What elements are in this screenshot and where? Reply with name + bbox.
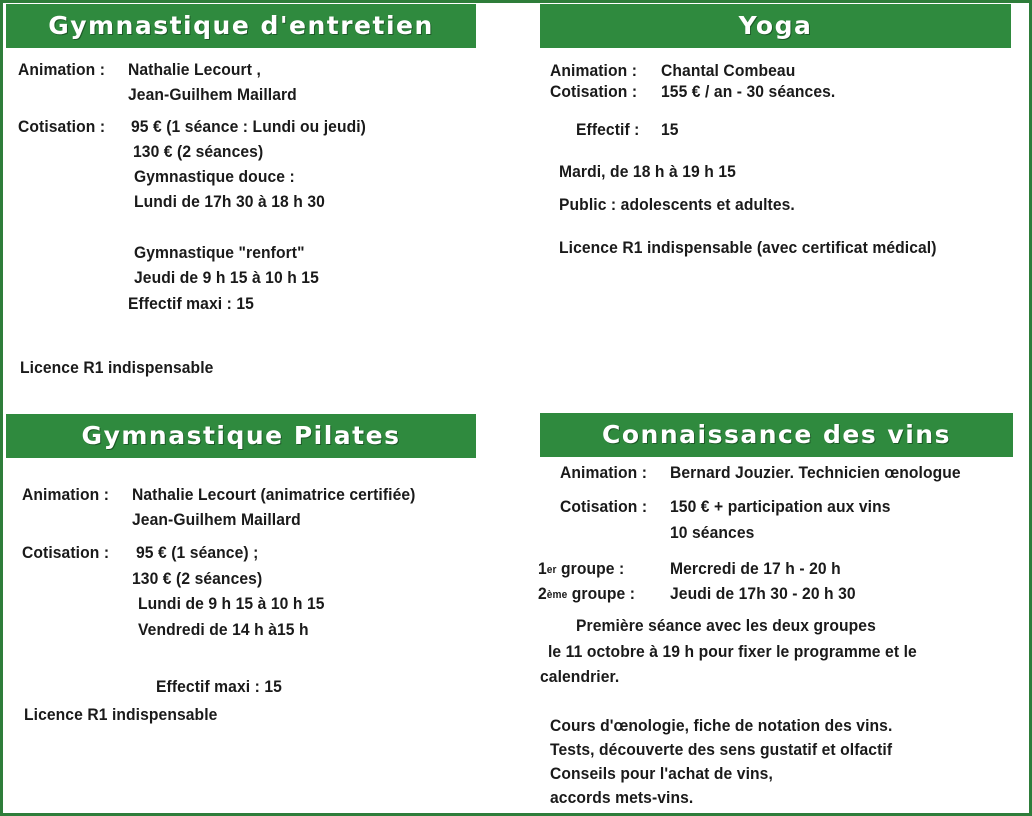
pilates-cotisation-label: Cotisation : [22,543,110,562]
vins-groupe-2-ordinal: ème [546,589,568,601]
vins-groupe-2-label: 2ème groupe : [538,584,636,603]
gym-entretien-animation-2: Jean-Guilhem Maillard [128,85,297,104]
gym-entretien-renfort-time: Jeudi de 9 h 15 à 10 h 15 [134,268,319,287]
pilates-lundi: Lundi de 9 h 15 à 10 h 15 [138,594,325,613]
yoga-animation: Chantal Combeau [661,61,796,80]
vins-cours-1: Cours d'œnologie, fiche de notation des vins. [550,716,893,735]
pilates-animation-1: Nathalie Lecourt (animatrice certifiée) [132,485,416,504]
gym-entretien-cotisation-2: 130 € (2 séances) [133,142,264,161]
pilates-cotisation-2: 130 € (2 séances) [132,569,263,588]
gym-entretien-licence: Licence R1 indispensable [20,358,214,377]
vins-cotisation-1: 150 € + participation aux vins [670,497,891,516]
yoga-cotisation: 155 € / an - 30 séances. [661,82,836,101]
yoga-cotisation-label: Cotisation : [550,82,638,101]
yoga-animation-label: Animation : [550,61,638,80]
vins-cours-3: Conseils pour l'achat de vins, [550,764,773,783]
vins-groupe-1-ordinal: er [546,564,557,576]
yoga-title: Yoga [540,4,1011,48]
gym-entretien-title: Gymnastique d'entretien [6,4,476,48]
vins-title: Connaissance des vins [540,413,1013,457]
pilates-effectif: Effectif maxi : 15 [156,677,282,696]
vins-cours-2: Tests, découverte des sens gustatif et olfactif [550,740,893,759]
yoga-public: Public : adolescents et adultes. [559,195,795,214]
vins-groupe-1-label: 1er groupe : [538,559,625,578]
pilates-animation-label: Animation : [22,485,110,504]
gym-entretien-douce-time: Lundi de 17h 30 à 18 h 30 [134,192,325,211]
gym-entretien-animation-1: Nathalie Lecourt , [128,60,261,79]
yoga-licence: Licence R1 indispensable (avec certificat médical) [559,238,937,257]
gym-entretien-effectif: Effectif maxi : 15 [128,294,254,313]
vins-groupe-1-time: Mercredi de 17 h - 20 h [670,559,841,578]
gym-entretien-cotisation-label: Cotisation : [18,117,106,136]
vins-premiere-3: calendrier. [540,667,620,686]
vins-premiere-1: Première séance avec les deux groupes [576,616,876,635]
vins-cours-4: accords mets-vins. [550,788,694,807]
vins-cotisation-2: 10 séances [670,523,755,542]
pilates-animation-2: Jean-Guilhem Maillard [132,510,301,529]
vins-cotisation-label: Cotisation : [560,497,648,516]
pilates-licence: Licence R1 indispensable [24,705,218,724]
gym-entretien-animation-label: Animation : [18,60,106,79]
pilates-cotisation-1: 95 € (1 séance) ; [136,543,259,562]
gym-entretien-cotisation-1: 95 € (1 séance : Lundi ou jeudi) [131,117,366,136]
yoga-effectif-label: Effectif : [576,120,640,139]
vins-animation: Bernard Jouzier. Technicien œnologue [670,463,961,482]
vins-premiere-2: le 11 octobre à 19 h pour fixer le programme et le [548,642,917,661]
gym-entretien-douce-title: Gymnastique douce : [134,167,295,186]
vins-animation-label: Animation : [560,463,648,482]
pilates-vendredi: Vendredi de 14 h à15 h [138,620,309,639]
yoga-effectif: 15 [661,120,679,139]
yoga-horaire: Mardi, de 18 h à 19 h 15 [559,162,736,181]
gym-entretien-renfort-title: Gymnastique "renfort" [134,243,305,262]
vins-groupe-2-time: Jeudi de 17h 30 - 20 h 30 [670,584,856,603]
pilates-title: Gymnastique Pilates [6,414,476,458]
